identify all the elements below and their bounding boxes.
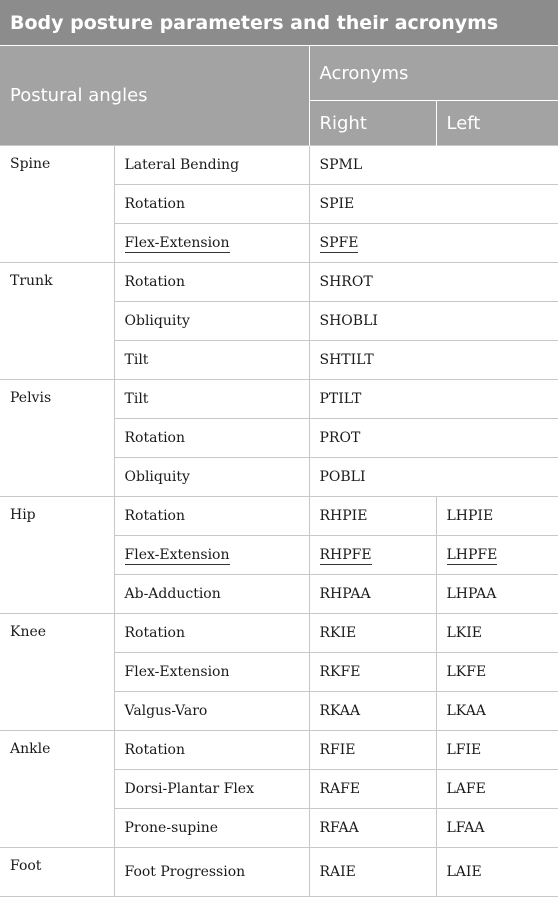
group-label: Hip	[0, 497, 114, 614]
left-acronym-cell: LKAA	[436, 692, 558, 731]
group-label: Ankle	[0, 731, 114, 848]
right-acronym-cell: RHPIE	[309, 497, 436, 536]
param-cell: Flex-Extension	[114, 653, 309, 692]
left-acronym-cell: LKIE	[436, 614, 558, 653]
left-acronym-cell: LFAA	[436, 809, 558, 848]
param-cell: Prone-supine	[114, 809, 309, 848]
table-title: Body posture parameters and their acronyms	[0, 0, 558, 46]
table-row	[0, 146, 558, 185]
param-cell: Rotation	[114, 185, 309, 224]
right-acronym-cell: POBLI	[309, 458, 558, 497]
left-acronym-cell: LHPIE	[436, 497, 558, 536]
right-acronym-cell: SPIE	[309, 185, 558, 224]
left-acronym-cell: LKFE	[436, 653, 558, 692]
group-label: Trunk	[0, 263, 114, 380]
acronym-text: LHPFE	[446, 547, 498, 563]
group-label: Knee	[0, 614, 114, 731]
right-acronym-cell: SHTILT	[309, 341, 558, 380]
right-acronym-cell: PTILT	[309, 380, 558, 419]
header-postural-angles: Postural angles	[0, 46, 309, 146]
acronym-text: SPFE	[319, 235, 359, 251]
param-cell: Tilt	[114, 341, 309, 380]
param-cell: Rotation	[114, 419, 309, 458]
param-cell	[114, 224, 309, 263]
param-cell: Rotation	[114, 497, 309, 536]
right-acronym-cell: RKFE	[309, 653, 436, 692]
right-acronym-cell: RFIE	[309, 731, 436, 770]
param-cell	[114, 536, 309, 575]
right-acronym-cell: SHROT	[309, 263, 558, 302]
left-acronym-cell: LAFE	[436, 770, 558, 809]
right-acronym-cell	[309, 224, 558, 263]
param-cell: Rotation	[114, 731, 309, 770]
param-cell: Dorsi-Plantar Flex	[114, 770, 309, 809]
header-left: Left	[436, 101, 558, 146]
right-acronym-cell: RKIE	[309, 614, 436, 653]
param-cell: Ab-Adduction	[114, 575, 309, 614]
param-text: Flex-Extension	[124, 235, 230, 251]
param-cell: Valgus-Varo	[114, 692, 309, 731]
param-cell: Rotation	[114, 263, 309, 302]
right-acronym-cell: RFAA	[309, 809, 436, 848]
right-acronym-cell: SPML	[309, 146, 558, 185]
table-row	[0, 731, 558, 770]
right-acronym-cell: SHOBLI	[309, 302, 558, 341]
group-label: Spine	[0, 146, 114, 263]
header-acronyms: Acronyms	[309, 46, 558, 101]
table-row	[0, 497, 558, 536]
param-text: Flex-Extension	[124, 547, 230, 563]
acronym-text: RHPFE	[319, 547, 372, 563]
table-row	[0, 614, 558, 653]
param-cell: Foot Progression	[114, 848, 309, 897]
group-label: Pelvis	[0, 380, 114, 497]
param-cell: Lateral Bending	[114, 146, 309, 185]
param-cell: Tilt	[114, 380, 309, 419]
left-acronym-cell	[436, 536, 558, 575]
right-acronym-cell: RHPAA	[309, 575, 436, 614]
left-acronym-cell: LHPAA	[436, 575, 558, 614]
param-cell: Obliquity	[114, 302, 309, 341]
left-acronym-cell: LFIE	[436, 731, 558, 770]
right-acronym-cell: RKAA	[309, 692, 436, 731]
right-acronym-cell: RAIE	[309, 848, 436, 897]
header-right: Right	[309, 101, 436, 146]
table-row	[0, 380, 558, 419]
right-acronym-cell: PROT	[309, 419, 558, 458]
right-acronym-cell	[309, 536, 436, 575]
left-acronym-cell: LAIE	[436, 848, 558, 897]
param-cell: Obliquity	[114, 458, 309, 497]
table-row	[0, 263, 558, 302]
group-label: Foot	[0, 848, 114, 897]
table-row	[0, 848, 558, 897]
param-cell: Rotation	[114, 614, 309, 653]
right-acronym-cell: RAFE	[309, 770, 436, 809]
